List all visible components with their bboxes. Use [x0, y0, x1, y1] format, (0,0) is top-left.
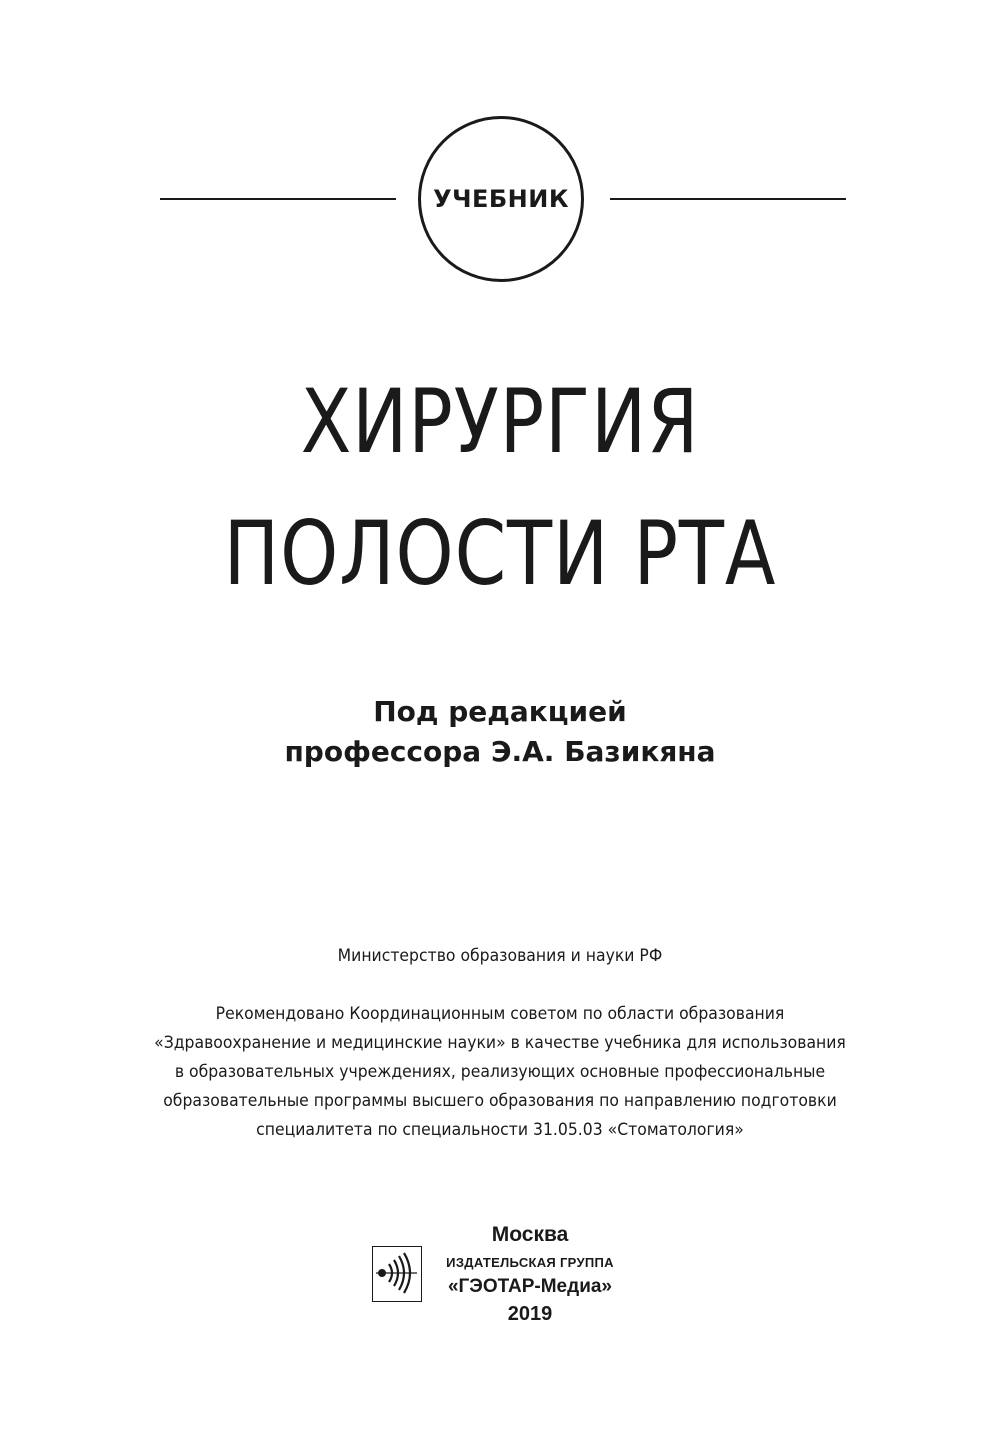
- textbook-badge: [418, 116, 584, 282]
- publisher-logo-icon: [372, 1246, 422, 1302]
- publisher-group: ИЗДАТЕЛЬСКАЯ ГРУППА: [446, 1255, 614, 1270]
- ministry-text: Министерство образования и науки РФ: [337, 946, 663, 966]
- editor-line-1: Под редакцией: [373, 695, 627, 728]
- recommendation-line-2: «Здравоохранение и медицинские науки» в качестве учебника для использования: [154, 1033, 846, 1053]
- recommendation-line-5: специалитета по специальности 31.05.03 «Стоматология»: [256, 1120, 744, 1140]
- book-title-line-1: ХИРУРГИЯ: [300, 370, 700, 473]
- recommendation-line-4: образовательные программы высшего образования по направлению подготовки: [163, 1091, 837, 1111]
- editor-line-2: профессора Э.А. Базикяна: [284, 735, 716, 768]
- recommendation-line-1: Рекомендовано Координационным советом по области образования: [215, 1004, 785, 1024]
- publisher-city: Москва: [491, 1223, 569, 1246]
- book-title-line-2: ПОЛОСТИ РТА: [223, 502, 777, 605]
- left-rule: [160, 198, 396, 200]
- recommendation-line-3: в образовательных учреждениях, реализующих основные профессиональные: [174, 1062, 826, 1082]
- publisher-name: «ГЭОТАР-Медиа»: [447, 1276, 613, 1297]
- publication-year: 2019: [507, 1303, 553, 1325]
- badge-label: УЧЕБНИК: [433, 185, 569, 213]
- right-rule: [610, 198, 846, 200]
